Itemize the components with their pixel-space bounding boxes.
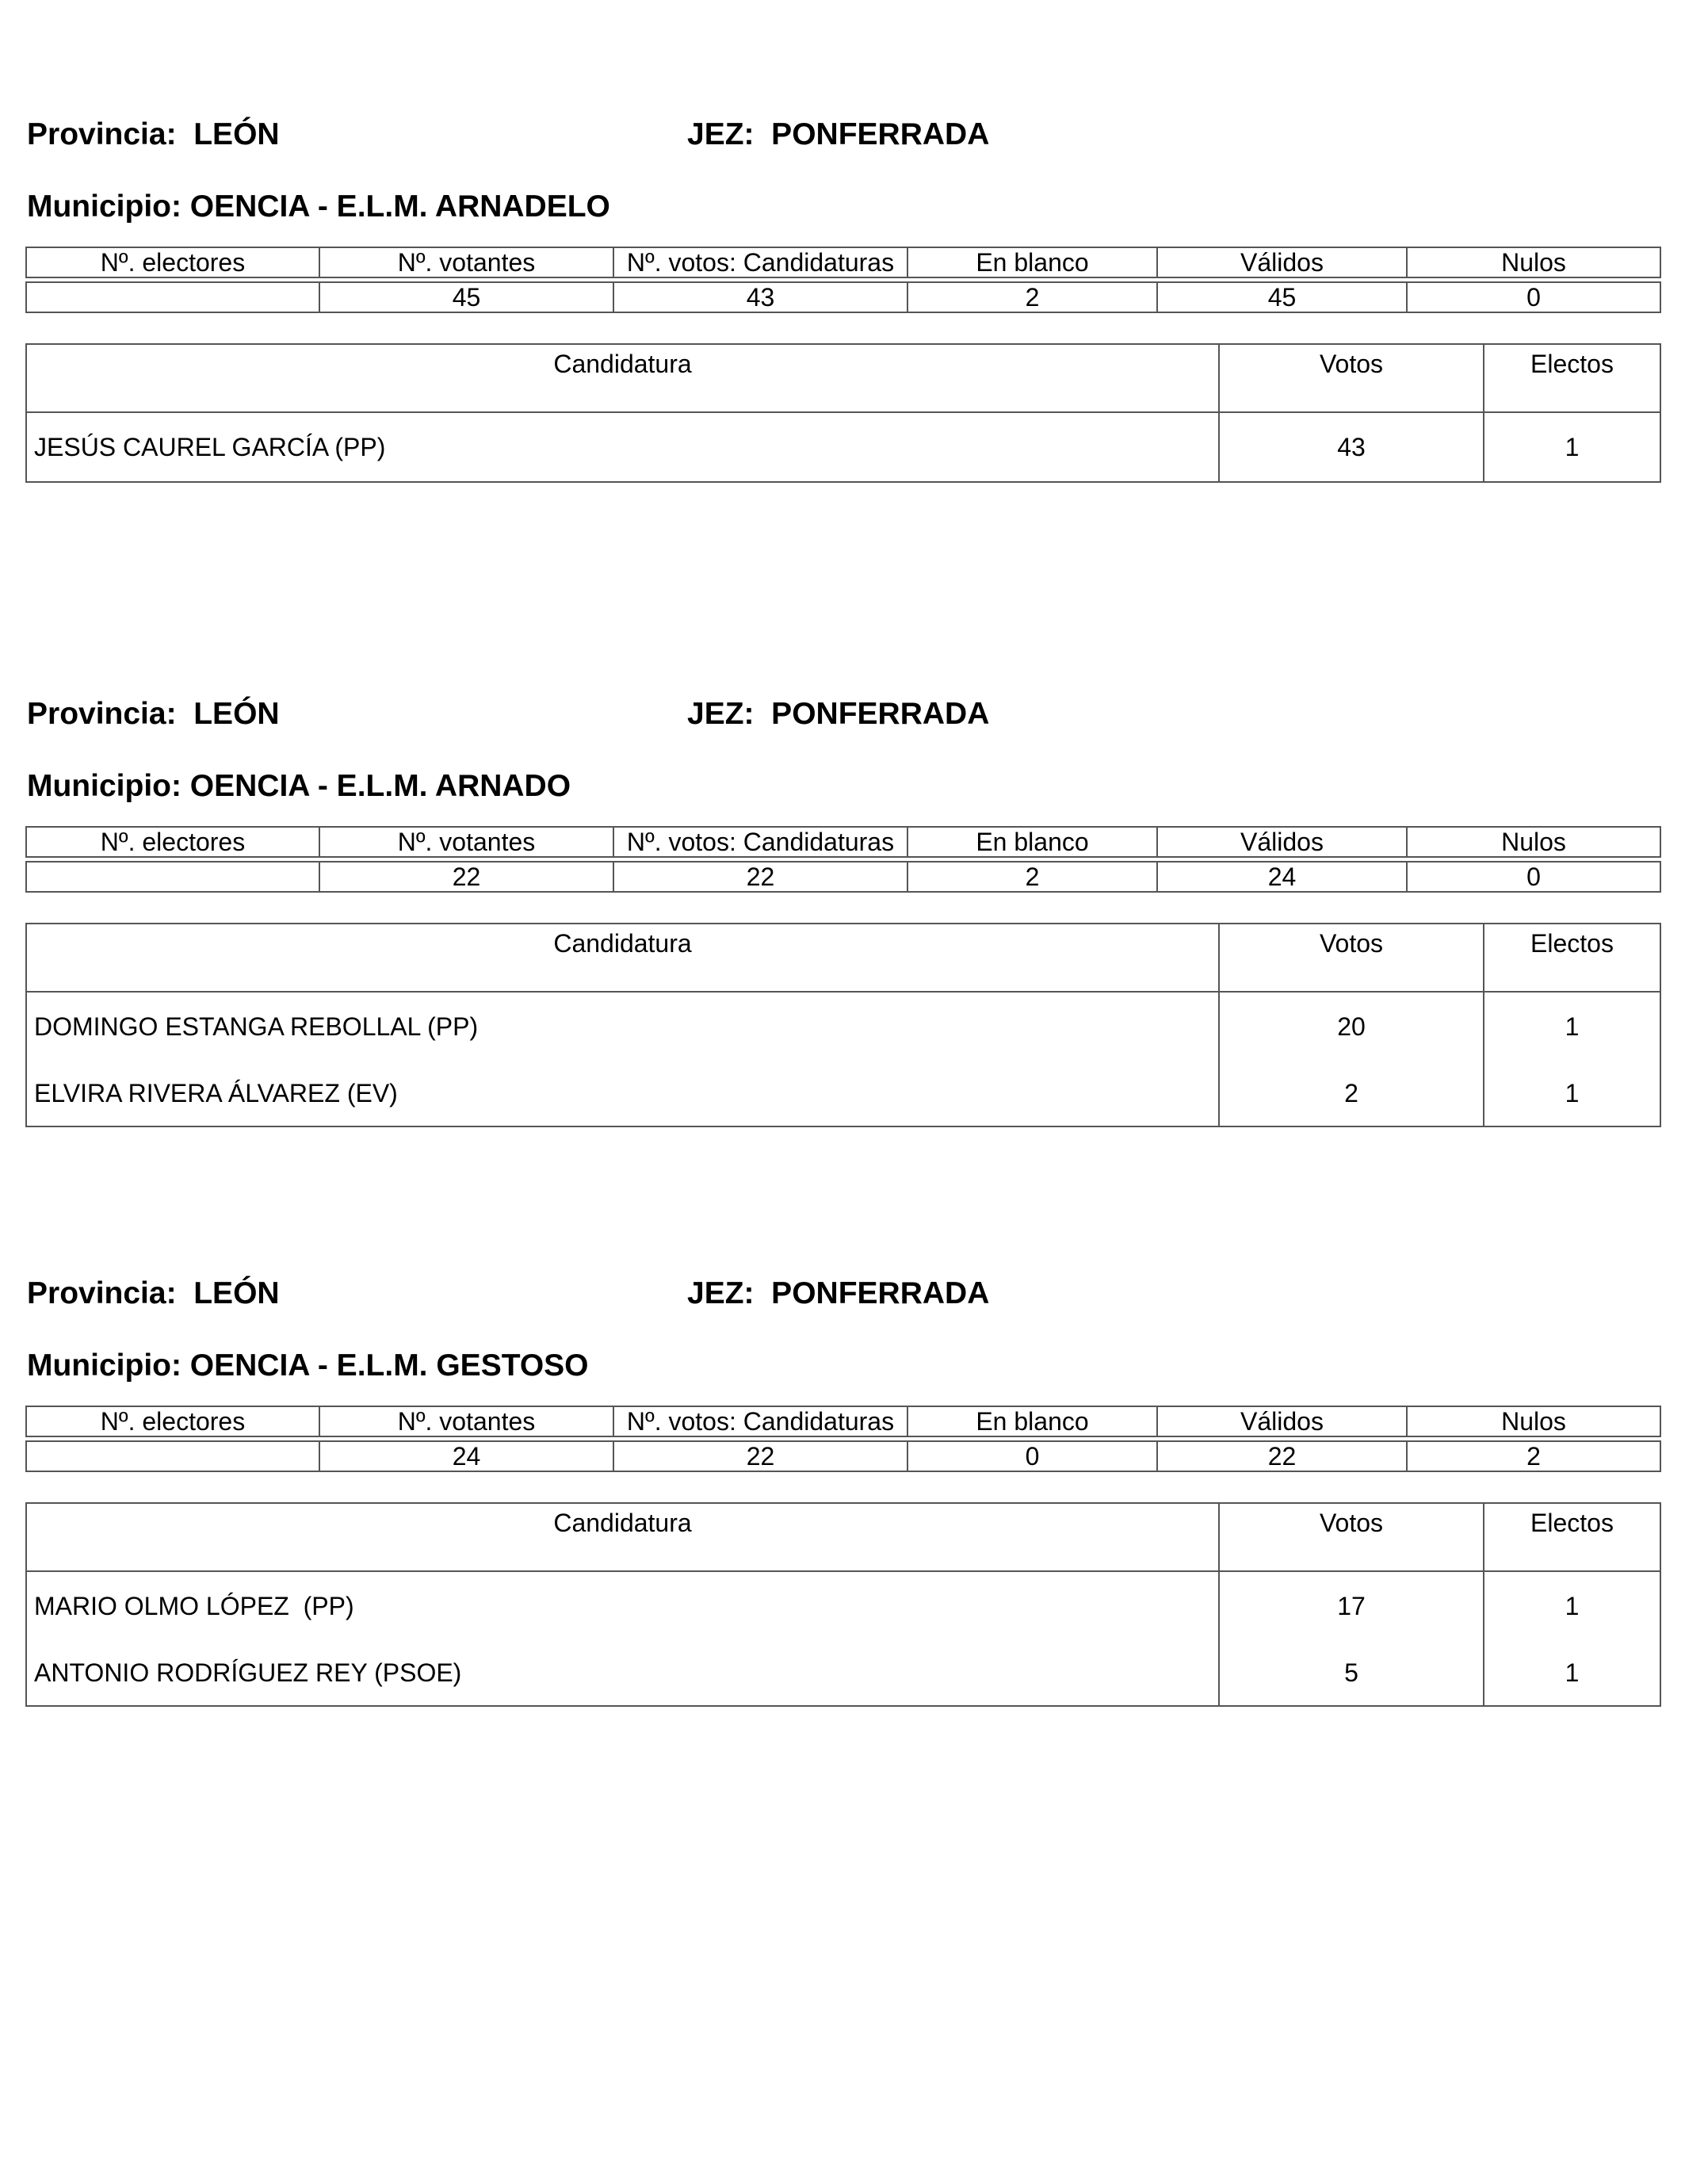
- candidate-name: ELVIRA RIVERA ÁLVAREZ (EV): [26, 1061, 1219, 1126]
- municipio-title: Municipio: OENCIA - E.L.M. GESTOSO: [27, 1348, 589, 1383]
- candidate-electos: 1: [1484, 1061, 1660, 1126]
- stats-header-electores: Nº. electores: [26, 247, 319, 277]
- jez-label: JEZ: PONFERRADA: [687, 697, 990, 731]
- header-votos: Votos: [1219, 1503, 1484, 1571]
- stats-electores: [26, 862, 319, 892]
- stats-header-validos: Válidos: [1157, 247, 1407, 277]
- stats-validos: 45: [1157, 282, 1407, 312]
- candidate-name: JESÚS CAUREL GARCÍA (PP): [26, 412, 1219, 482]
- header-candidatura: Candidatura: [26, 924, 1219, 992]
- candidate-row: [26, 1061, 1660, 1126]
- stats-header-row: [26, 827, 1660, 857]
- stats-header-en-blanco: En blanco: [907, 247, 1157, 277]
- jez-label: JEZ: PONFERRADA: [687, 117, 990, 151]
- stats-table: [25, 826, 1661, 893]
- provincia-label: Provincia: LEÓN: [27, 117, 280, 151]
- stats-header-row: [26, 1406, 1660, 1436]
- section-arnadelo: [25, 115, 1660, 461]
- stats-en-blanco: 2: [907, 862, 1157, 892]
- stats-validos: 22: [1157, 1441, 1407, 1471]
- stats-value-row: [26, 1441, 1660, 1471]
- candidate-electos: 1: [1484, 1640, 1660, 1706]
- stats-votantes: 22: [319, 862, 613, 892]
- provincia-label: Provincia: LEÓN: [27, 1276, 280, 1310]
- municipio-title: Municipio: OENCIA - E.L.M. ARNADO: [27, 769, 571, 803]
- candidate-name: MARIO OLMO LÓPEZ (PP): [26, 1571, 1219, 1640]
- candidates-table: [25, 923, 1661, 1127]
- municipio-title: Municipio: OENCIA - E.L.M. ARNADELO: [27, 189, 610, 224]
- candidate-row: [26, 1571, 1660, 1640]
- stats-header-votos-candidaturas: Nº. votos: Candidaturas: [613, 1406, 907, 1436]
- stats-header-validos: Válidos: [1157, 827, 1407, 857]
- stats-en-blanco: 2: [907, 282, 1157, 312]
- header-electos: Electos: [1484, 1503, 1660, 1571]
- stats-electores: [26, 282, 319, 312]
- candidate-votos: 2: [1219, 1061, 1484, 1126]
- stats-table: [25, 1406, 1661, 1472]
- candidate-row: [26, 412, 1660, 482]
- candidates-header-row: [26, 344, 1660, 412]
- stats-header-votantes: Nº. votantes: [319, 1406, 613, 1436]
- stats-nulos: 0: [1407, 862, 1660, 892]
- jez-label: JEZ: PONFERRADA: [687, 1276, 990, 1310]
- header-votos: Votos: [1219, 344, 1484, 412]
- stats-header-validos: Válidos: [1157, 1406, 1407, 1436]
- candidate-votos: 5: [1219, 1640, 1484, 1706]
- stats-table: [25, 247, 1661, 313]
- candidates-header-row: [26, 924, 1660, 992]
- candidate-row: [26, 1640, 1660, 1706]
- candidate-electos: 1: [1484, 992, 1660, 1061]
- candidate-name: DOMINGO ESTANGA REBOLLAL (PP): [26, 992, 1219, 1061]
- stats-value-row: [26, 862, 1660, 892]
- candidate-votos: 43: [1219, 412, 1484, 482]
- section-arnado: [25, 694, 1660, 1107]
- stats-votantes: 45: [319, 282, 613, 312]
- stats-header-row: [26, 247, 1660, 277]
- candidate-electos: 1: [1484, 1571, 1660, 1640]
- stats-value-row: [26, 282, 1660, 312]
- candidates-table: [25, 343, 1661, 483]
- header-row: [25, 115, 1660, 155]
- header-electos: Electos: [1484, 344, 1660, 412]
- stats-header-nulos: Nulos: [1407, 247, 1660, 277]
- stats-header-en-blanco: En blanco: [907, 1406, 1157, 1436]
- stats-header-en-blanco: En blanco: [907, 827, 1157, 857]
- stats-votos-candidaturas: 22: [613, 1441, 907, 1471]
- header-candidatura: Candidatura: [26, 1503, 1219, 1571]
- stats-votos-candidaturas: 22: [613, 862, 907, 892]
- section-gestoso: [25, 1274, 1660, 1687]
- stats-header-votantes: Nº. votantes: [319, 827, 613, 857]
- stats-header-votos-candidaturas: Nº. votos: Candidaturas: [613, 827, 907, 857]
- stats-en-blanco: 0: [907, 1441, 1157, 1471]
- stats-header-votos-candidaturas: Nº. votos: Candidaturas: [613, 247, 907, 277]
- candidates-table: [25, 1502, 1661, 1707]
- provincia-label: Provincia: LEÓN: [27, 697, 280, 731]
- candidates-header-row: [26, 1503, 1660, 1571]
- header-row: [25, 1274, 1660, 1314]
- candidate-electos: 1: [1484, 412, 1660, 482]
- stats-header-electores: Nº. electores: [26, 1406, 319, 1436]
- stats-nulos: 2: [1407, 1441, 1660, 1471]
- candidate-votos: 17: [1219, 1571, 1484, 1640]
- candidate-row: [26, 992, 1660, 1061]
- stats-validos: 24: [1157, 862, 1407, 892]
- header-electos: Electos: [1484, 924, 1660, 992]
- header-candidatura: Candidatura: [26, 344, 1219, 412]
- stats-electores: [26, 1441, 319, 1471]
- stats-header-nulos: Nulos: [1407, 827, 1660, 857]
- stats-header-nulos: Nulos: [1407, 1406, 1660, 1436]
- candidate-name: ANTONIO RODRÍGUEZ REY (PSOE): [26, 1640, 1219, 1706]
- stats-nulos: 0: [1407, 282, 1660, 312]
- stats-header-votantes: Nº. votantes: [319, 247, 613, 277]
- stats-header-electores: Nº. electores: [26, 827, 319, 857]
- stats-votantes: 24: [319, 1441, 613, 1471]
- header-votos: Votos: [1219, 924, 1484, 992]
- header-row: [25, 694, 1660, 734]
- stats-votos-candidaturas: 43: [613, 282, 907, 312]
- candidate-votos: 20: [1219, 992, 1484, 1061]
